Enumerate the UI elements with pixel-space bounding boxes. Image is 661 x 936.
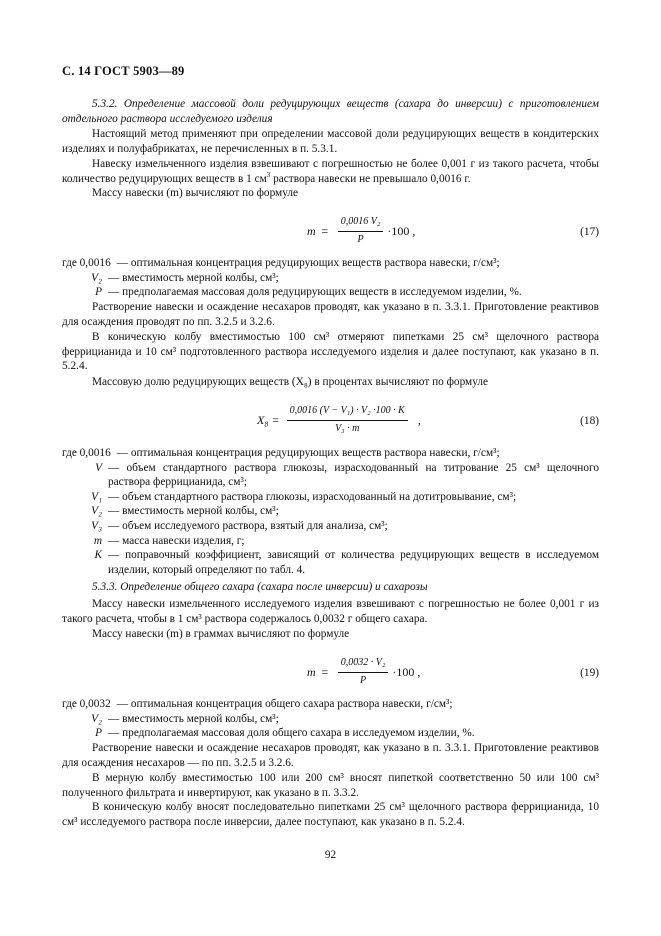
formula-19-denominator: P [360,674,367,686]
formula-17-lhs: m [307,223,316,238]
formula-17-denominator: P [357,233,364,245]
paragraph-formula18-intro: Массовую долю редуцирующих веществ (X₈) в процентах вычисляют по формуле [92,376,489,388]
where-item: K — поправочный коэффициент, зависящий от количества редуцирующих веществ в исследуемом изделии, который определяют по табл. 4. [94,549,599,576]
where-item: V₁ — объем стандартного раствора глюкозы, израсходованный на дотитровывание, см³; [91,490,517,503]
weighing-text-a: Навеску измельченного изделия взвешивают с погрешностью не более 0,001 г из такого расчета, чтобы количество редуцирующих веществ в 1 см [62,158,599,185]
section-5-3-2-title: 5.3.2. Определение массовой доли редуцирующих веществ (сахара до инверсии) с приготовлением отдельного раствора исследуемого изделия [62,98,599,125]
formula-18-denominator: V₃ · m [335,422,360,434]
where-item: V₃ — объем исследуемого раствора, взятый для анализа, см³; [91,519,388,532]
paragraph-total-sugar-weighing: Массу навески измельченного исследуемого изделия взвешивают с погрешностью не более 0,001 г из такого расчета, чтобы в 1 см³ раствора содержалось 0,0032 г общего сахара. [62,598,599,625]
paragraph-final-titration: В коническую колбу вносят последовательно пипетками 25 см³ щелочного раствора феррицианида, 10 см³ исследуемого раствора после инверсии, далее поступают, как указано в п. 5.2.4. [62,801,599,828]
formula-19-number: (19) [580,667,599,679]
formula-18-numerator: 0,0016 (V − V₁) · V₂ ·100 · K [287,404,408,421]
page-number: 92 [324,849,337,861]
paragraph-method-scope: Настоящий метод применяют при определении массовой доли редуцирующих веществ в кондитерских изделиях и полуфабрикатах, не перечисленных в п. 5.3.1. [62,128,599,155]
formula-19 [62,654,599,694]
formula-18-tail: , [417,412,421,427]
formula-18 [62,402,599,442]
formula-18-number: (18) [580,415,599,427]
where-item: V₂ — вместимость мерной колбы, см³; [91,271,279,284]
formula-19-numerator: 0,0032 · V₂ [338,656,389,673]
where-list-19 [62,697,599,741]
where-item: m — масса навески изделия, г; [93,534,245,547]
paragraph-conical-flask: В коническую колбу вместимостью 100 см³ отмеряют пипетками 25 см³ щелочного раствора феррицианида и 10 см³ подготовленного раствора исследуемого изделия и далее поступают, как указано в п. 5.2.4. [62,331,599,373]
weighing-text-b: раствора навески не превышало 0,0016 г. [270,172,471,185]
where-item: V₂ — вместимость мерной колбы, см³; [91,712,279,725]
where-list-18 [62,446,599,577]
where-list-17 [62,256,599,300]
formula-17 [62,213,599,253]
where-item: P — предполагаемая массовая доля редуцирующих веществ в исследуемом изделии, %. [95,286,522,299]
section-5-3-3-title: 5.3.3. Определение общего сахара (сахара после инверсии) и сахарозы [92,581,428,593]
paragraph-formula17-intro: Массу навески (m) вычисляют по формуле [92,187,299,199]
formula-19-eq: = [320,664,329,679]
paragraph-dissolution: Растворение навески и осаждение несахаров проводят, как указано в п. 3.3.1. Приготовление реактивов для осаждения проводят по пп. 3.2.5 и 3.2.6. [62,301,599,328]
where-item: V₂ — вместимость мерной колбы, см³; [91,505,279,518]
formula-17-number: (17) [580,226,599,238]
formula-17-numerator: 0,0016 V₂ [338,215,384,232]
where-item: где 0,0016 — оптимальная концентрация редуцирующих веществ раствора навески, г/см³; [62,257,500,269]
formula-19-tail: ·100 , [392,664,421,679]
formula-18-eq: = [271,412,280,427]
formula-17-eq: = [320,223,329,238]
paragraph-sample-weighing: Навеску измельченного изделия взвешивают с погрешностью не более 0,001 г из такого расчета, чтобы количество редуцирующих веществ в 1 $см^3$ раствора навески не превышало 0,0016 г. [62,158,599,185]
where-item: P — предполагаемая массовая доля общего сахара в исследуемом изделии, %. [95,727,475,740]
formula-17-tail: ·100 , [387,223,416,238]
where-item: где 0,0032 — оптимальная концентрация общего сахара раствора навески, г/см³; [62,698,453,710]
formula-19-lhs: m [307,664,316,679]
page-header: С. 14 ГОСТ 5903—89 [62,64,185,78]
where-item: V — объем стандартного раствора глюкозы, израсходованный на титрование 25 см³ щелочного раствора феррицианида, см³; [95,461,599,489]
where-item: где 0,0016 — оптимальная концентрация редуцирующих веществ раствора навески, г/см³; [62,447,500,459]
paragraph-inversion: В мерную колбу вместимостью 100 или 200 см³ вносят пипеткой соответственно 50 или 100 см³ полученного фильтрата и инвертируют, как указано в п. 3.3.2. [62,772,599,799]
formula-18-lhs: X₈ [257,412,269,427]
paragraph-dissolution-2: Растворение навески и осаждение несахаров проводят, как указано в п. 3.3.1. Приготовление реактивов для осаждения несахаров — по пп. 3.2.5 и 3.2.6. [62,742,599,769]
paragraph-formula19-intro: Массу навески (m) в граммах вычисляют по формуле [92,628,350,640]
